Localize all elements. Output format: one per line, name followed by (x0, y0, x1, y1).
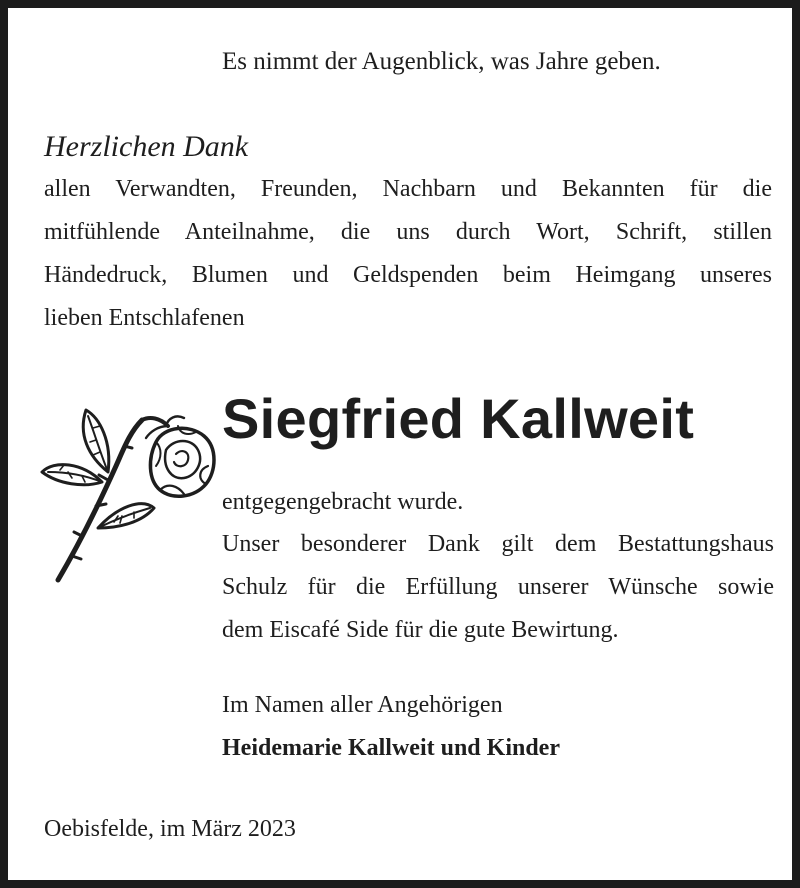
thanks-line-1: entgegengebracht wurde. (222, 489, 464, 515)
deceased-name: Siegfried Kallweit (222, 387, 695, 450)
intro-line-4: lieben Entschlafenen (44, 305, 245, 331)
intro-line-3: Händedruck, Blumen und Geldspenden beim Heimgang unseres (44, 262, 772, 288)
thanks-line-2: Unser besonderer Dank gilt dem Bestattungshaus (222, 531, 774, 557)
place-date: Oebisfelde, im März 2023 (44, 816, 296, 842)
intro-line-1: allen Verwandten, Freunden, Nachbarn und Bekannten für die (44, 176, 772, 202)
signature-intro: Im Namen aller Angehörigen (222, 692, 503, 718)
thanks-line-4: dem Eiscafé Side für die gute Bewirtung. (222, 617, 619, 643)
intro-line-2: mitfühlende Anteilnahme, die uns durch Wort, Schrift, stillen (44, 219, 772, 245)
rose-branch-icon (38, 396, 220, 588)
motto-text: Es nimmt der Augenblick, was Jahre geben. (222, 48, 661, 75)
thanks-line-3: Schulz für die Erfüllung unserer Wünsche sowie (222, 574, 774, 600)
signature-name: Heidemarie Kallweit und Kinder (222, 735, 560, 761)
heading-text: Herzlichen Dank (44, 130, 249, 163)
